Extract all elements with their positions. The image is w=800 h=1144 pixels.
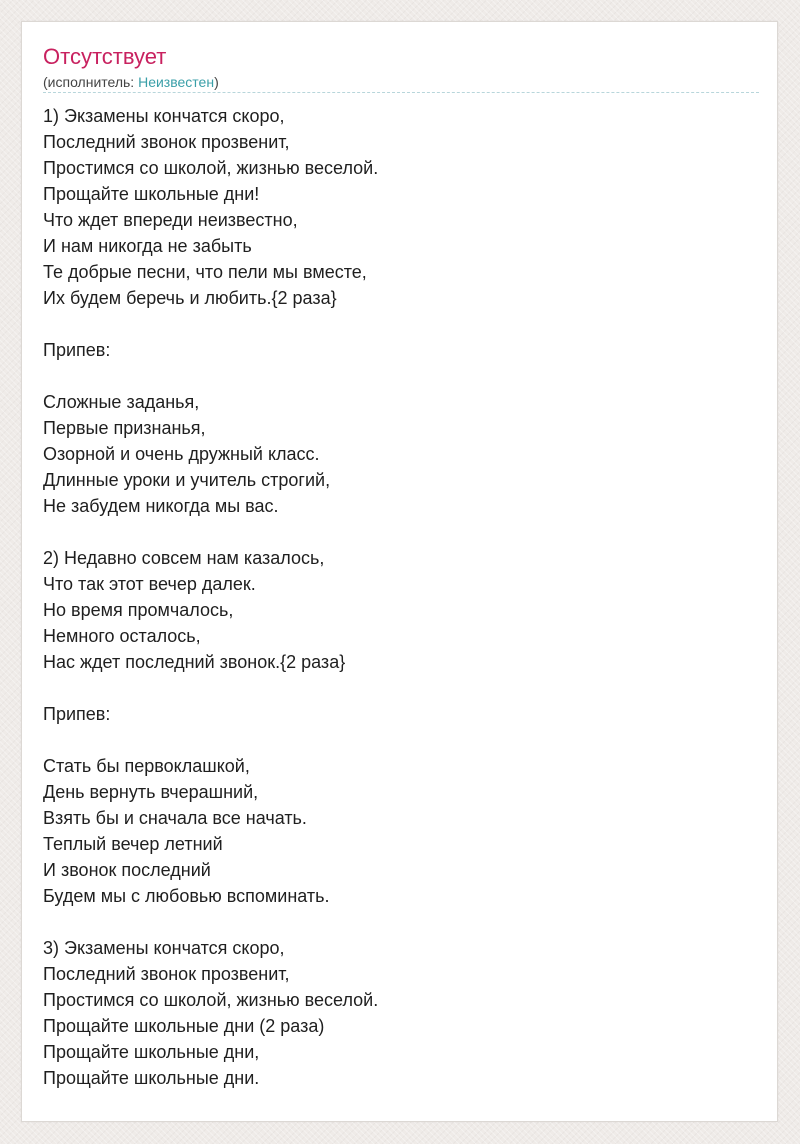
blank-line [43, 909, 759, 935]
lyric-line: Немного осталось, [43, 626, 201, 646]
song-title: Отсутствует [43, 44, 167, 69]
lyric-line: Простимся со школой, жизнью веселой. [43, 158, 379, 178]
lyric-line: Припев: [43, 704, 111, 724]
lyric-line: 3) Экзамены кончатся скоро, [43, 938, 285, 958]
lyric-line: 2) Недавно совсем нам казалось, [43, 548, 325, 568]
blank-line [43, 727, 759, 753]
blank-line [43, 519, 759, 545]
lyric-line: И нам никогда не забыть [43, 236, 252, 256]
lyric-line: Прощайте школьные дни (2 раза) [43, 1016, 325, 1036]
lyric-line: Прощайте школьные дни! [43, 184, 260, 204]
blank-line [43, 675, 759, 701]
divider [43, 92, 759, 93]
lyric-line: Последний звонок прозвенит, [43, 964, 290, 984]
lyric-line: И звонок последний [43, 860, 211, 880]
lyric-line: Что так этот вечер далек. [43, 574, 256, 594]
artist-suffix: ) [214, 74, 219, 90]
artist-line [43, 73, 219, 91]
lyric-line: Стать бы первоклашкой, [43, 756, 250, 776]
lyric-line: Длинные уроки и учитель строгий, [43, 470, 331, 490]
lyric-line: Сложные заданья, [43, 392, 200, 412]
lyric-line: Нас ждет последний звонок.{2 раза} [43, 652, 346, 672]
lyric-line: Не забудем никогда мы вас. [43, 496, 279, 516]
lyric-line: Прощайте школьные дни, [43, 1042, 260, 1062]
lyric-line: Те добрые песни, что пели мы вместе, [43, 262, 367, 282]
lyric-line: День вернуть вчерашний, [43, 782, 259, 802]
lyric-line: Но время промчалось, [43, 600, 234, 620]
lyric-line: Взять бы и сначала все начать. [43, 808, 307, 828]
lyric-line: 1) Экзамены кончатся скоро, [43, 106, 285, 126]
lyric-line: Будем мы с любовью вспоминать. [43, 886, 330, 906]
lyric-line: Озорной и очень дружный класс. [43, 444, 320, 464]
lyric-line: Первые признанья, [43, 418, 206, 438]
lyric-line: Припев: [43, 340, 111, 360]
lyric-line: Что ждет впереди неизвестно, [43, 210, 298, 230]
lyrics-card [21, 21, 778, 1122]
lyric-line: Простимся со школой, жизнью веселой. [43, 990, 379, 1010]
blank-line [43, 311, 759, 337]
lyric-line: Прощайте школьные дни. [43, 1068, 260, 1088]
lyrics-text [43, 103, 759, 1091]
lyric-line: Последний звонок прозвенит, [43, 132, 290, 152]
artist-prefix: (исполнитель: [43, 74, 139, 90]
lyric-line: Теплый вечер летний [43, 834, 223, 854]
blank-line [43, 363, 759, 389]
artist-link[interactable]: Неизвестен [138, 74, 215, 90]
lyric-line: Их будем беречь и любить.{2 раза} [43, 288, 337, 308]
